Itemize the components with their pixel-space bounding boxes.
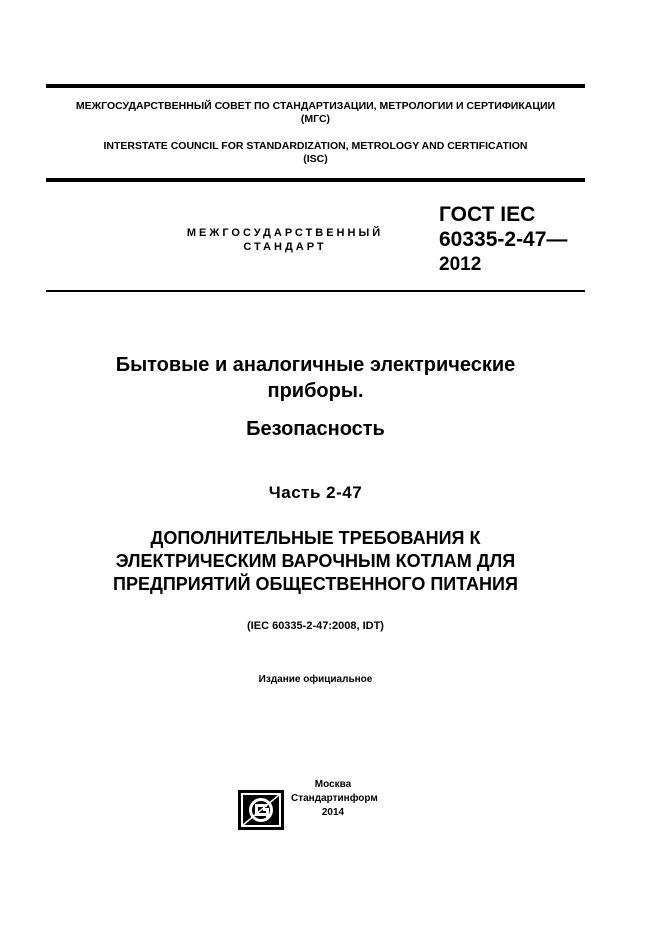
subtitle-line2: ЭЛЕКТРИЧЕСКИМ ВАРОЧНЫМ КОТЛАМ ДЛЯ <box>115 551 516 571</box>
top-rule <box>46 84 585 88</box>
gost-year: 2012 <box>439 254 482 275</box>
council-ru <box>46 100 585 126</box>
publisher-info <box>291 778 378 820</box>
middle-rule <box>46 178 585 182</box>
part-subtitle <box>46 527 585 596</box>
iec-reference: (IEC 60335-2-47:2008, IDT) <box>247 620 384 632</box>
standard-label-line1: МЕЖГОСУДАРСТВЕННЫЙ <box>186 227 384 239</box>
part-number: Часть 2-47 <box>268 483 363 502</box>
gost-line1: ГОСТ IEC <box>439 203 536 226</box>
standard-label-line2: СТАНДАРТ <box>243 241 327 253</box>
gost-designation <box>439 202 567 277</box>
publisher-city: Москва <box>314 779 352 790</box>
publisher-year: 2014 <box>321 807 345 818</box>
document-title <box>46 352 585 404</box>
interstate-standard-label <box>150 226 420 254</box>
title-line1: Бытовые и аналогичные электрические <box>115 354 516 376</box>
council-en-abbr: (ISC) <box>303 153 328 165</box>
council-ru-abbr: (МГС) <box>300 113 331 125</box>
gost-line2: 60335-2-47— <box>439 228 568 251</box>
standartinform-logo-icon <box>238 790 284 830</box>
title-safety: Безопасность <box>246 418 385 440</box>
council-ru-name: МЕЖГОСУДАРСТВЕННЫЙ СОВЕТ ПО СТАНДАРТИЗАЦИИ, МЕТРОЛОГИИ И СЕРТИФИКАЦИИ <box>75 100 556 112</box>
subtitle-line3: ПРЕДПРИЯТИЙ ОБЩЕСТВЕННОГО ПИТАНИЯ <box>113 574 518 594</box>
council-en-name: INTERSTATE COUNCIL FOR STANDARDIZATION, METROLOGY AND CERTIFICATION <box>103 140 528 152</box>
publisher-name: Стандартинформ <box>291 793 378 804</box>
edition-note: Издание официальное <box>258 674 373 685</box>
bottom-rule <box>46 290 585 292</box>
subtitle-line1: ДОПОЛНИТЕЛЬНЫЕ ТРЕБОВАНИЯ К <box>150 528 481 548</box>
council-en <box>46 140 585 166</box>
title-line2: приборы. <box>267 380 364 402</box>
